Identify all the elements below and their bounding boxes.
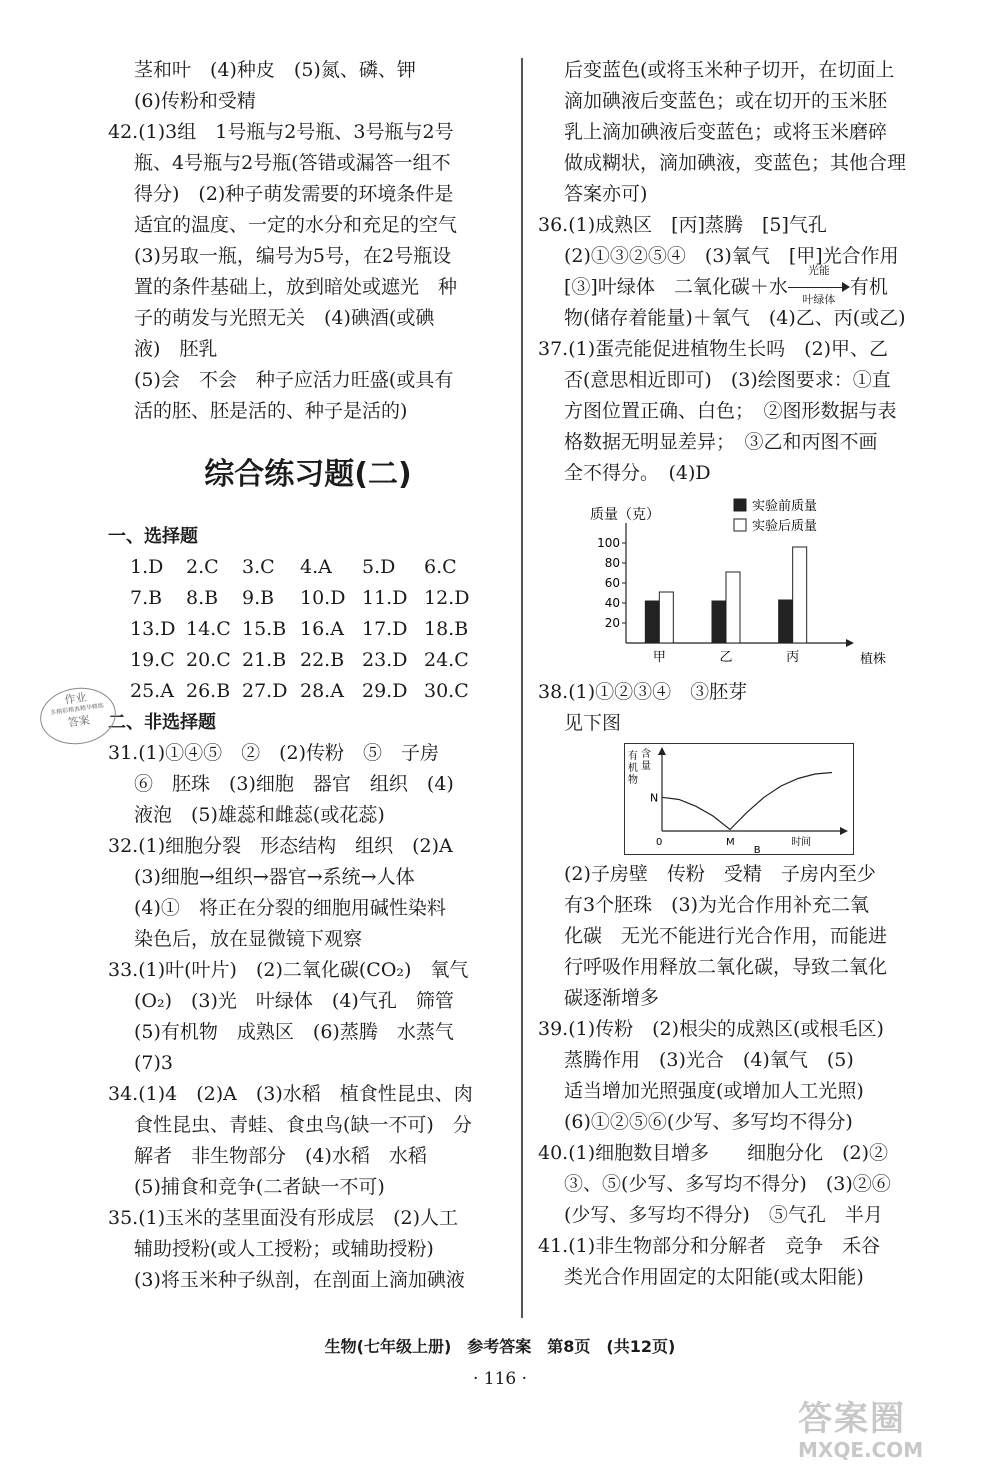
line-chart-svg [624, 743, 854, 855]
answer-line: 39.(1)传粉 (2)根尖的成熟区(或根毛区) [538, 1018, 884, 1040]
answer-line: ③、⑤(少写、多写均不得分) (3)②⑥ [564, 1173, 891, 1195]
left-bottom-lines [108, 738, 508, 1296]
y-tick-label: 60 [604, 576, 620, 590]
answer-line: (4)① 将正在分裂的细胞用碱性染料 [134, 897, 446, 919]
answer-line: 方图位置正确、白色； ②图形数据与表 [564, 400, 897, 422]
answer-line: (5)捕食和竞争(二者缺一不可) [134, 1176, 385, 1198]
answer-line: 31.(1)①④⑤ ② (2)传粉 ⑤ 子房 [108, 742, 440, 764]
answer-line: 子的萌发与光照无关 (4)碘酒(或碘 [134, 307, 435, 329]
answer-line: 33.(1)叶(叶片) (2)二氧化碳(CO₂) 氧气 [108, 959, 469, 981]
answer-line: 全不得分。 (4)D [564, 462, 711, 484]
answer-line: 液泡 (5)雄蕊和雌蕊(或花蕊) [134, 804, 385, 826]
answer-line: 后变蓝色(或将玉米种子切开，在切面上 [564, 59, 895, 81]
x-tick-label: 丙 [786, 650, 800, 665]
choice-answer: 16.A [300, 618, 344, 640]
x-mark-label: 0 [656, 837, 663, 848]
y-tick-label: 40 [604, 596, 620, 610]
choice-answer: 9.B [242, 587, 275, 609]
choice-answer: 12.D [424, 587, 470, 609]
answer-line: 42.(1)3组 1号瓶与2号瓶、3号瓶与2号 [108, 121, 454, 143]
choice-answer: 1.D [130, 556, 164, 578]
answer-line: 茎和叶 (4)种皮 (5)氮、磷、钾 [134, 59, 416, 81]
organic-matter-curve [662, 773, 832, 830]
y-tick-label: 80 [604, 556, 620, 570]
answer-line: 适当增加光照强度(或增加人工光照) [564, 1080, 864, 1102]
answer-line: 适宜的温度、一定的水分和充足的空气 [134, 214, 458, 236]
answer-line: (O₂) (3)光 叶绿体 (4)气孔 筛管 [134, 990, 454, 1012]
right-lines-d [538, 859, 950, 1293]
page-number: · 116 · [472, 1369, 528, 1389]
choice-answer: 3.C [242, 556, 275, 578]
y-axis-arrow-icon [658, 747, 666, 755]
answer-line: 34.(1)4 (2)A (3)水稻 植食性昆虫、肉 [108, 1083, 473, 1105]
choice-answer: 22.B [300, 649, 345, 671]
answer-line: 蒸腾作用 (3)光合 (4)氧气 (5) [564, 1049, 854, 1071]
x-tick-label: 甲 [652, 650, 666, 665]
reaction-arrow-icon [788, 264, 850, 306]
y-axis-label: 含 [641, 749, 651, 760]
bar-before [779, 600, 793, 643]
y-tick-label: 20 [604, 616, 620, 630]
legend-swatch [734, 499, 746, 511]
section-title: 综合练习题(二) [204, 457, 412, 492]
bar-before [712, 601, 726, 643]
answer-line: 液) 胚乳 [134, 338, 218, 360]
answer-line: (少写、多写均不得分) ⑤气孔 半月 [564, 1204, 883, 1226]
answer-line: (2)子房壁 传粉 受精 子房内至少 [564, 863, 876, 885]
photosynthesis-equation [538, 264, 950, 306]
right-lines-b [538, 303, 950, 489]
choice-answer: 28.A [300, 680, 344, 702]
answer-line: (6)①②⑤⑥(少写、多写均不得分) [564, 1111, 853, 1133]
x-axis-arrow-icon [846, 639, 854, 647]
equation-right: 有机 [849, 276, 888, 298]
choice-answer: 7.B [130, 587, 163, 609]
choice-answer: 4.A [300, 556, 332, 578]
left-top-lines [108, 55, 508, 427]
right-lines-a [538, 55, 950, 272]
site-watermark [798, 1400, 978, 1466]
answer-line: 行呼吸作用释放二氧化碳，导致二氧化 [564, 956, 888, 978]
y-axis-label: 物 [628, 775, 638, 786]
x-mark-label: M [726, 837, 735, 848]
answer-line: 物(储存着能量)＋氧气 (4)乙、丙(或乙) [564, 307, 906, 329]
choice-answer: 13.D [130, 618, 176, 640]
answer-line: 否(意思相近即可) (3)绘图要求：①直 [564, 369, 891, 391]
answer-line: 解者 非生物部分 (4)水稻 水稻 [134, 1145, 427, 1167]
answer-line: 置的条件基础上，放到暗处或遮光 种 [134, 276, 458, 298]
choice-answer: 11.D [362, 587, 408, 609]
right-column [538, 55, 950, 1293]
answer-line: (5)有机物 成熟区 (6)蒸腾 水蒸气 [134, 1021, 454, 1043]
choice-answer: 15.B [242, 618, 287, 640]
part1-heading: 一、选择题 [108, 526, 198, 547]
answer-line: 类光合作用固定的太阳能(或太阳能) [564, 1266, 864, 1288]
answer-line: 格数据无明显差异； ③乙和丙图不画 [564, 431, 878, 453]
choice-answer: 18.B [424, 618, 469, 640]
y-axis-label: 有 [628, 751, 638, 762]
answer-line: 瓶、4号瓶与2号瓶(答错或漏答一组不 [134, 152, 451, 174]
right-lines-c [538, 677, 950, 739]
watermark-en: MXQE.COM [798, 1438, 924, 1462]
answer-line: (2)①③②⑤④ (3)氧气 [甲]光合作用 [564, 245, 899, 267]
answer-line: 染色后，放在显微镜下观察 [134, 928, 363, 950]
answer-line: 32.(1)细胞分裂 形态结构 组织 (2)A [108, 835, 453, 857]
choice-answer: 5.D [362, 556, 396, 578]
left-column [108, 55, 508, 1296]
answer-line: 见下图 [564, 712, 622, 734]
choice-answer: 23.D [362, 649, 408, 671]
answer-line: 41.(1)非生物部分和分解者 竞争 禾谷 [538, 1235, 881, 1257]
answer-line: 38.(1)①②③④ ③胚芽 [538, 681, 748, 703]
y-tick-label: 100 [597, 536, 620, 550]
stamp-line: 答案 [66, 713, 91, 730]
choice-answer: 20.C [186, 649, 231, 671]
answer-line: 乳上滴加碘液后变蓝色；或将玉米磨碎 [564, 121, 888, 143]
legend-swatch [734, 519, 746, 531]
bar-after [726, 572, 740, 643]
bar-after [793, 547, 807, 643]
choice-answer: 26.B [186, 680, 231, 702]
y-axis-label: 量 [641, 761, 651, 772]
page-footer: 生物(七年级上册) 参考答案 第8页 (共12页) [324, 1337, 676, 1356]
answer-line: 36.(1)成熟区 [丙]蒸腾 [5]气孔 [538, 214, 827, 236]
y-axis-label: 质量（克） [590, 507, 660, 523]
answer-line: 有3个胚珠 (3)为光合作用补充二氧 [564, 894, 870, 916]
y-mark-label: N [650, 791, 659, 805]
x-mark-label: B [753, 845, 761, 856]
bar-chart [538, 493, 950, 673]
legend-label: 实验前质量 [752, 499, 818, 514]
answer-line: 35.(1)玉米的茎里面没有形成层 (2)人工 [108, 1207, 459, 1229]
answer-line: 滴加碘液后变蓝色；或在切开的玉米胚 [564, 90, 888, 112]
answer-line: 辅助授粉(或人工授粉；或辅助授粉) [134, 1238, 434, 1260]
choice-answer: 29.D [362, 680, 408, 702]
answer-line: 活的胚、胚是活的、种子是活的) [134, 400, 408, 422]
watermark-cn: 答案圈 [798, 1399, 906, 1439]
answer-line: 答案亦可) [564, 183, 648, 205]
bar-after [659, 592, 673, 643]
column-divider [521, 58, 523, 1318]
answer-line: 得分) (2)种子萌发需要的环境条件是 [134, 183, 454, 205]
stamp-line: 作业 [63, 690, 88, 707]
answer-line: (5)会 不会 种子应活力旺盛(或具有 [134, 369, 454, 391]
stamp-line: 多精彩精准精华精练 [49, 702, 105, 717]
arrow-condition-bottom: 叶绿体 [802, 293, 836, 306]
bar-before [645, 601, 659, 643]
answer-line: (3)将玉米种子纵剖，在剖面上滴加碘液 [134, 1269, 465, 1291]
choice-answer: 19.C [130, 649, 175, 671]
x-axis-label: 植株 [860, 652, 887, 667]
answer-line: 碳逐渐增多 [564, 987, 660, 1009]
x-axis-label: 时间 [791, 837, 812, 848]
answer-line: 37.(1)蛋壳能促进植物生长吗 (2)甲、乙 [538, 338, 889, 360]
part2-heading: 二、非选择题 [108, 712, 216, 733]
answer-line: 做成糊状，滴加碘液，变蓝色；其他合理 [564, 152, 907, 174]
x-axis-arrow-icon [840, 827, 848, 835]
choice-answer: 30.C [424, 680, 469, 702]
choice-answer: 10.D [300, 587, 346, 609]
legend-label: 实验后质量 [752, 519, 818, 534]
answer-line: (6)传粉和受精 [134, 90, 256, 112]
y-axis-label: 机 [628, 763, 638, 774]
answer-line: (3)细胞→组织→器官→系统→人体 [134, 866, 415, 888]
arrow-condition-top: 光能 [807, 264, 830, 277]
choice-answer: 17.D [362, 618, 408, 640]
choice-answer: 27.D [242, 680, 288, 702]
choice-answer: 8.B [186, 587, 219, 609]
answer-line: 食性昆虫、青蛙、食虫鸟(缺一不可) 分 [134, 1114, 472, 1136]
answer-line: (7)3 [134, 1052, 174, 1074]
choice-answers [108, 552, 508, 707]
choice-answer: 14.C [186, 618, 231, 640]
answer-line: ⑥ 胚珠 (3)细胞 器官 组织 (4) [134, 773, 454, 795]
answer-line: (3)另取一瓶，编号为5号，在2号瓶设 [134, 245, 452, 267]
equation-left: [③]叶绿体 二氧化碳＋水 [564, 276, 788, 298]
choice-answer: 24.C [424, 649, 469, 671]
choice-answer: 25.A [130, 680, 174, 702]
answer-line: 化碳 无光不能进行光合作用，而能进 [564, 925, 888, 947]
choice-answer: 6.C [424, 556, 457, 578]
bar-chart-svg [538, 493, 887, 673]
answer-line: 40.(1)细胞数目增多 细胞分化 (2)② [538, 1142, 889, 1164]
choice-answer: 2.C [186, 556, 219, 578]
line-chart [624, 743, 950, 855]
x-tick-label: 乙 [719, 650, 733, 665]
choice-answer: 21.B [242, 649, 287, 671]
